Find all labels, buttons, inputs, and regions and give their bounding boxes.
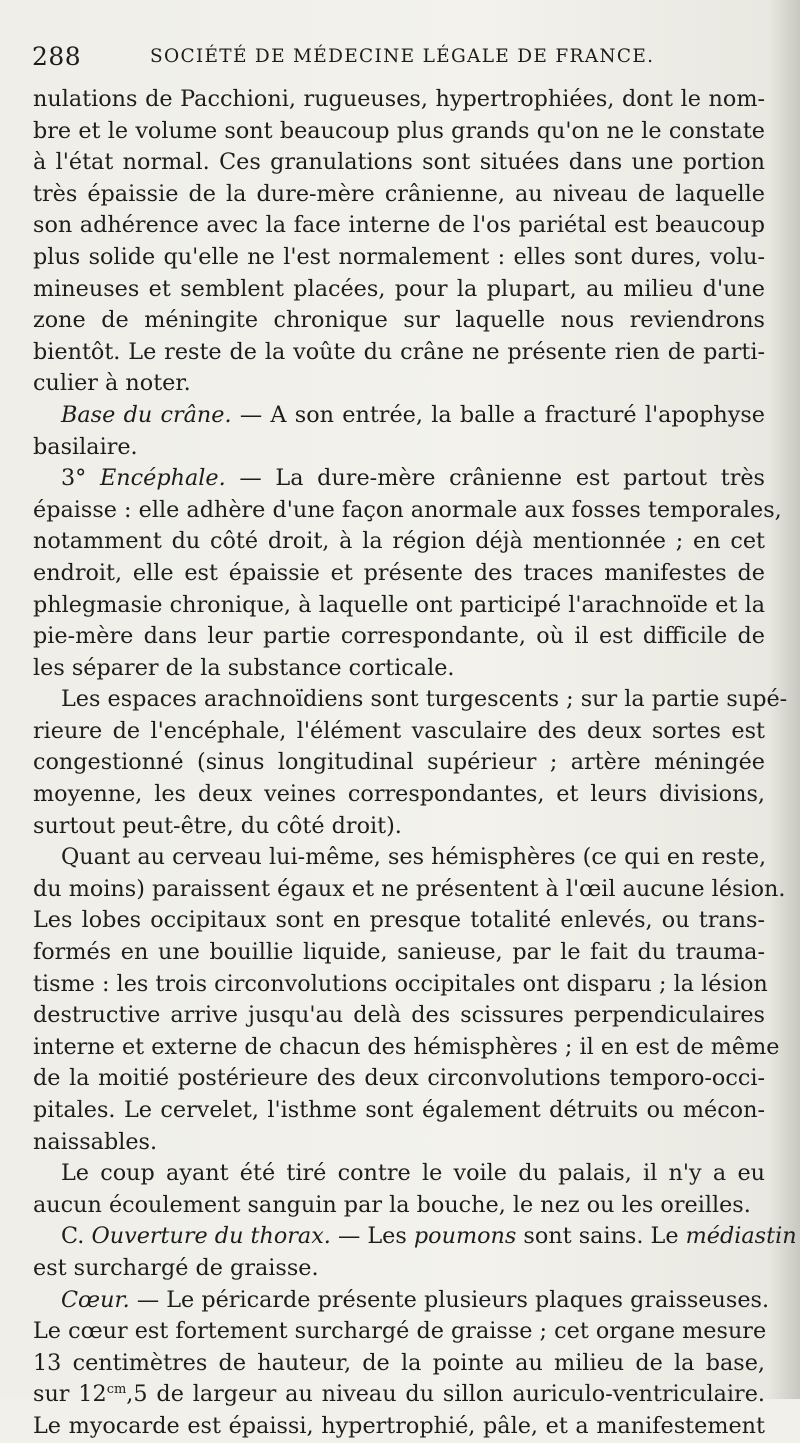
text-line: Le myocarde est épaissi, hypertrophié, pâle, et a manifestement (33, 1412, 765, 1439)
text-line: moyenne, les deux veines correspondantes, et leurs divisions, (33, 781, 765, 808)
text-line: bientôt. Le reste de la voûte du crâne ne présente rien de parti- (33, 338, 765, 365)
text-line: du moins) paraissent égaux et ne présentent à l'œil aucune lésion. (33, 875, 786, 902)
text-line-encephale: 3° Encéphale. — La dure-mère crânienne est partout très (61, 465, 765, 492)
text-line: pie-mère dans leur partie correspondante, où il est difficile de (33, 623, 765, 650)
text-line: nulations de Pacchioni, rugueuses, hypertrophiées, dont le nom- (33, 86, 765, 112)
text-line: basilaire. (33, 433, 138, 460)
heading-ouverture-du-thorax: Ouverture du thorax. (91, 1223, 331, 1250)
text-line: surtout peut-être, du côté droit). (33, 812, 402, 839)
text-line: Les lobes occipitaux sont en presque totalité enlevés, ou trans- (33, 907, 765, 934)
text-line: épaisse : elle adhère d'une façon anormale aux fosses temporales, (33, 496, 782, 523)
text-line: 13 centimètres de hauteur, de la pointe au milieu de la base, (33, 1349, 765, 1376)
text-line-base-du-crane: Base du crâne. — A son entrée, la balle a fracturé l'apophyse (61, 401, 765, 428)
text-line: son adhérence avec la face interne de l'os pariétal est beaucoup (33, 212, 765, 239)
text-line: naissables. (33, 1128, 158, 1155)
text-line: Le cœur est fortement surchargé de graisse ; cet organe mesure (33, 1318, 767, 1345)
text-line: Quant au cerveau lui-même, ses hémisphères (ce qui en reste, (61, 844, 767, 871)
text-line: aucun écoulement sanguin par la bouche, le nez ou les oreilles. (33, 1191, 751, 1218)
body-text (33, 84, 797, 1443)
text-line: phlegmasie chronique, à laquelle ont participé l'arachnoïde et la (33, 591, 765, 618)
text-line: destructive arrive jusqu'au delà des scissures perpendiculaires (33, 1002, 765, 1029)
text-line-measure: sur $12^{cm},5$ de largeur au niveau du sillon auriculo-ventriculaire. (33, 1381, 765, 1408)
page-number: 288 (32, 42, 82, 71)
text-line: notamment du côté droit, à la région déjà mentionnée ; en cet (33, 528, 765, 555)
text-line: de la moitié postérieure des deux circonvolutions temporo-occi- (33, 1065, 765, 1092)
text-line: endroit, elle est épaissie et présente des traces manifestes de (33, 559, 765, 586)
text-line-coeur: Cœur. — Le péricarde présente plusieurs plaques graisseuses. (61, 1286, 770, 1313)
text-line: tisme : les trois circonvolutions occipitales ont disparu ; la lésion (33, 970, 768, 997)
heading-coeur: Cœur. (61, 1286, 130, 1313)
text-line: rieure de l'encéphale, l'élément vasculaire des deux sortes est (33, 717, 765, 744)
text-line: à l'état normal. Ces granulations sont situées dans une portion (33, 149, 765, 176)
text-line: Les espaces arachnoïdiens sont turgescents ; sur la partie supé- (61, 686, 788, 713)
running-title: SOCIÉTÉ DE MÉDECINE LÉGALE DE FRANCE. (150, 46, 655, 67)
text-line: les séparer de la substance corticale. (33, 654, 455, 681)
text-line: formés en une bouillie liquide, sanieuse, par le fait du trauma- (33, 939, 765, 966)
text-line: Le coup ayant été tiré contre le voile du palais, il n'y a eu (61, 1160, 765, 1187)
text-line: zone de méningite chronique sur laquelle nous reviendrons (33, 307, 765, 334)
heading-base-du-crane: Base du crâne. (61, 401, 232, 428)
text-line: plus solide qu'elle ne l'est normalement : elles sont dures, volu- (33, 243, 765, 270)
heading-encephale: Encéphale. (100, 465, 226, 492)
page-header (32, 42, 772, 72)
text-line: pitales. Le cervelet, l'isthme sont également détruits ou mécon- (33, 1097, 765, 1123)
text-line: congestionné (sinus longitudinal supérieur ; artère méningée (33, 749, 765, 776)
text-line: très épaissie de la dure-mère crânienne, au niveau de laquelle (33, 180, 765, 207)
text-line-thorax: C. Ouverture du thorax. — Les poumons sont sains. Le médiastin (61, 1223, 797, 1250)
text-line: bre et le volume sont beaucoup plus grands qu'on ne le constate (33, 117, 765, 144)
text-line: mineuses et semblent placées, pour la plupart, au milieu d'une (33, 275, 765, 302)
text-line: interne et externe de chacun des hémisphères ; il en est de même (33, 1033, 780, 1060)
text-line: est surchargé de graisse. (33, 1254, 319, 1281)
text-line: culier à noter. (33, 370, 191, 397)
